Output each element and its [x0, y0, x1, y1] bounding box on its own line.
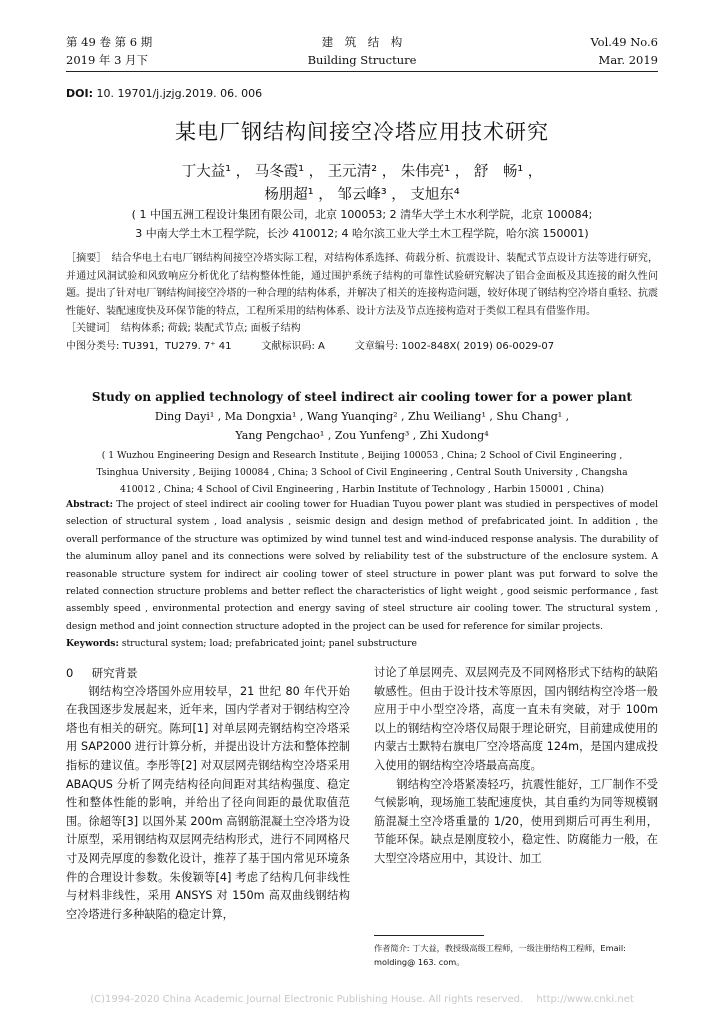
copyright-footer: (C)1994-2020 China Academic Journal Electronic Publishing House. All rights reserved. http://www.cnki.net: [90, 994, 634, 1005]
body-right-column: [374, 664, 658, 869]
date-en: Mar. 2019: [598, 53, 658, 67]
author-note: 作者简介: 丁大益，教授级高级工程师，一级注册结构工程师，Email: molding@ 163. com。: [374, 943, 626, 967]
date-cn: 2019 年 3 月下: [66, 53, 149, 67]
keywords-en: [66, 635, 658, 652]
affiliations-en-line3: 410012 , China; 4 School of Civil Engineering , Harbin Institute of Technology , Harbin 150001 , China): [120, 484, 604, 495]
abstract-en: [66, 496, 658, 635]
authors-cn-line2: 杨朋超¹ ， 邹云峰³ ， 支旭东⁴: [264, 187, 460, 203]
body-paragraph-left: 钢结构空冷塔国外应用较早，21 世纪 80 年代开始在我国逐步发展起来，近年来，国内学者对于钢结构空冷塔也有相关的研究。陈珂[1] 对单层网壳钢结构空冷塔采用 SAP2000 进行计算分析，并提出设计方法和整体控制指标的建议值。李彤等[2] 对双层网壳钢结构空冷塔采用 ABAQUS 分析了网壳结构径向间距对其结构强度、稳定性和整体性能的影响，并给出了径向间距的最优取值范围。徐超等[3] 以国外某 200m 高钢筋混凝土空冷塔为设计原型，采用钢结构双层网壳结构形式，进行不同网格尺寸及网壳厚度的参数化设计，推荐了基于国内常见环境条件的合理设计参数。朱俊颖等[4] 考虑了结构几何非线性与材料非线性，采用 ANSYS 对 150m 高双曲线钢结构空冷塔进行多种缺陷的稳定计算，: [66, 684, 350, 921]
body-paragraph-right-1: 讨论了单层网壳、双层网壳及不同网格形式下结构的缺陷敏感性。但由于设计技术等原因，国内钢结构空冷塔一般应用于中小型空冷塔，高度一直未有突破，对于 100m 以上的钢结构空冷塔仅局限于理论研究，目前建成使用的内蒙古士默特右旗电厂空冷塔高度 124m，是国内建成投入使用的钢结构空冷塔最高高度。: [374, 666, 658, 772]
authors-cn-line1: 丁大益¹ ， 马冬霞¹ ， 王元清² ， 朱伟亮¹ ， 舒 畅¹ ，: [181, 164, 543, 180]
paper-title-cn: 某电厂钢结构间接空冷塔应用技术研究: [175, 120, 549, 144]
abstract-cn: ［摘要］ 结合华电土右电厂钢结构间接空冷塔实际工程，对结构体系选择、荷载分析、抗震设计、装配式节点设计方法等进行研究，并通过风洞试验和风致响应分析优化了结构整体性能，通过围护系统子结构的可靠性试验研究解决了铝合金面板及其连接的耐久性问题。提出了针对电厂钢结构间接空冷塔的一种合理的结构体系，并解决了相关的连接构造问题，较好体现了钢结构空冷塔自重轻、抗震性能好、装配速度快及环保节能的特点，工程所采用的结构体系、设计方法及节点连接构造对于类似工程具有借鉴作用。: [66, 253, 658, 317]
doi: [66, 87, 262, 100]
affiliations-en-line1: ( 1 Wuzhou Engineering Design and Research Institute , Beijing 100053 , China; 2 School of Civil Engineering ,: [101, 450, 623, 461]
volume-issue-en: Vol.49 No.6: [590, 35, 658, 49]
doi-label: DOI:: [66, 87, 93, 100]
authors-en-line2: Yang Pengchao¹ , Zou Yunfeng³ , Zhi Xudong⁴: [235, 429, 489, 442]
affiliations-cn-line1: ( 1 中国五洲工程设计集团有限公司，北京 100053; 2 清华大学土木水利学院，北京 100084;: [131, 208, 593, 221]
journal-name-en: Building Structure: [307, 53, 417, 67]
section-title: 研究背景: [91, 666, 138, 680]
volume-issue-cn: 第 49 卷 第 6 期: [66, 35, 153, 49]
keywords-cn: ［关键词］ 结构体系; 荷载; 装配式节点; 面板子结构: [66, 323, 301, 335]
abstract-en-block: [66, 496, 658, 653]
abstract-en-label: Abstract:: [66, 499, 113, 510]
section-number: 0: [66, 666, 74, 680]
paper-title-en: Study on applied technology of steel indirect air cooling tower for a power plant: [91, 390, 633, 404]
section-heading: [66, 664, 350, 683]
authors-en-line1: Ding Dayi¹ , Ma Dongxia¹ , Wang Yuanqing² , Zhu Weiliang¹ , Shu Chang¹ ,: [154, 410, 570, 423]
journal-name-cn: 建 筑 结 构: [321, 35, 403, 49]
keywords-en-text: structural system; load; prefabricated joint; panel substructure: [121, 638, 417, 650]
body-left-column: [66, 664, 350, 924]
abstract-cn-block: [66, 250, 658, 356]
classification-cn: 中图分类号: TU391，TU279. 7⁺ 41 文献标识码: A 文章编号: 1002-848X( 2019) 06-0029-07: [66, 340, 555, 352]
footnote-rule: [374, 935, 484, 936]
doi-value: 10. 19701/j.jzjg.2019. 06. 006: [96, 87, 263, 100]
header-rule: [66, 71, 658, 72]
keywords-en-label: Keywords:: [66, 638, 119, 650]
body-paragraph-right-2: 钢结构空冷塔紧凑轻巧，抗震性能好，工厂制作不受气候影响，现场施工装配速度快，其自重约为同等规模钢筋混凝土空冷塔重量的 1/20，使用到期后可再生利用，节能环保。缺点是刚度较小，稳定性、防腐能力一般，在大型空冷塔应用中，其设计、加工: [374, 777, 658, 865]
abstract-en-text: The project of steel indirect air cooling tower for Huadian Tuyou power plant was studied in perspectives of model selection of structural system , load analysis , seismic design and design method of prefabricated joint. In addition , the overall performance of the structure was optimized by wind tunnel test and wind-induced response analysis. The durability of the aluminum alloy panel and its connections were solved by reliability test of the substructure of the enclosure system. A reasonable structure system for indirect air cooling tower of steel structure in power plant was put forward to solve the related connection structure problems and better reflect the characteristics of light weight , good seismic performance , fast assembly speed , environmental protection and energy saving of steel structure air cooling tower. The structural system , design method and joint connection structure adopted in the project can be used for reference for similar projects.: [66, 499, 659, 632]
affiliations-en-line2: Tsinghua University , Beijing 100084 , China; 3 School of Civil Engineering , Central South University , Changsha: [96, 467, 628, 478]
affiliations-cn-line2: 3 中南大学土木工程学院，长沙 410012; 4 哈尔滨工业大学土木工程学院，哈尔滨 150001): [135, 227, 589, 240]
